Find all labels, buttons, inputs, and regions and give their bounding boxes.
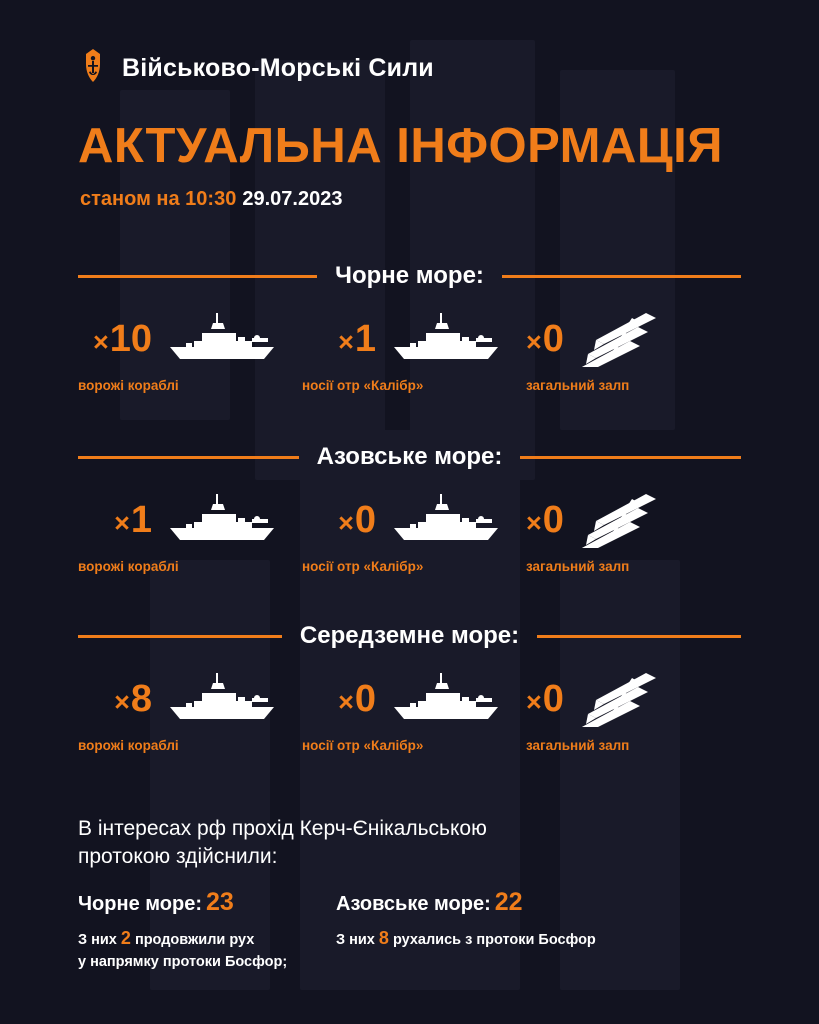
footer-intro bbox=[78, 815, 758, 872]
section-mediterranean-sea bbox=[0, 622, 819, 764]
stat-label: загальний залп bbox=[526, 559, 630, 574]
section-header bbox=[0, 443, 819, 471]
as-of-label: станом на 10:30 bbox=[80, 188, 237, 210]
section-title: Середземне море: bbox=[299, 622, 520, 649]
warship-icon bbox=[156, 667, 286, 732]
footer-detail-line2: у напрямку протоки Босфор; bbox=[78, 954, 288, 970]
page-title: АКТУАЛЬНА ІНФОРМАЦІЯ bbox=[78, 119, 724, 173]
stat-enemy-ships bbox=[78, 666, 293, 764]
warship-icon bbox=[380, 667, 510, 732]
stat-label: ворожі кораблі bbox=[78, 378, 179, 393]
multiplier-sign: × bbox=[338, 508, 354, 538]
background-shape bbox=[410, 40, 535, 480]
footer-column-detail bbox=[336, 925, 636, 952]
stat-value bbox=[78, 320, 152, 358]
brand-header bbox=[78, 48, 434, 88]
warship-icon bbox=[156, 488, 286, 553]
stat-number: 0 bbox=[354, 678, 376, 720]
footer-column-label: Азовське море: bbox=[336, 893, 491, 915]
stat-enemy-ships bbox=[78, 306, 293, 404]
footer-intro-line2: протокою здійснили: bbox=[78, 845, 278, 869]
missiles-icon bbox=[568, 667, 688, 732]
footer-detail-number: 8 bbox=[378, 928, 389, 948]
stat-label: загальний залп bbox=[526, 738, 630, 753]
footer-columns bbox=[78, 888, 758, 974]
section-stats bbox=[0, 487, 819, 585]
warship-icon bbox=[380, 488, 510, 553]
footer-detail-prefix: З них bbox=[78, 932, 117, 948]
stat-number: 0 bbox=[542, 318, 564, 360]
footer-column-label: Чорне море: bbox=[78, 893, 202, 915]
brand-title: Військово-Морські Сили bbox=[122, 53, 434, 82]
stat-label: ворожі кораблі bbox=[78, 738, 179, 753]
section-rule-left bbox=[78, 275, 317, 278]
multiplier-sign: × bbox=[526, 508, 542, 538]
multiplier-sign: × bbox=[338, 327, 354, 357]
multiplier-sign: × bbox=[338, 687, 354, 717]
footer-column-black-sea bbox=[78, 888, 336, 974]
stat-enemy-ships bbox=[78, 487, 293, 585]
stat-value bbox=[526, 320, 564, 358]
section-stats bbox=[0, 306, 819, 404]
section-rule-right bbox=[502, 275, 741, 278]
section-header bbox=[0, 622, 819, 650]
multiplier-sign: × bbox=[114, 508, 130, 538]
stat-label: загальний залп bbox=[526, 378, 630, 393]
multiplier-sign: × bbox=[526, 327, 542, 357]
multiplier-sign: × bbox=[526, 687, 542, 717]
stat-value bbox=[78, 680, 152, 718]
stat-number: 8 bbox=[130, 678, 152, 720]
stat-value bbox=[526, 680, 564, 718]
section-black-sea bbox=[0, 262, 819, 404]
section-rule-right bbox=[520, 456, 741, 459]
section-stats bbox=[0, 666, 819, 764]
footer-column-count: 23 bbox=[206, 888, 234, 916]
stat-label: ворожі кораблі bbox=[78, 559, 179, 574]
footer-detail-line1: рухались з протоки Босфор bbox=[392, 932, 596, 948]
footer-column-count: 22 bbox=[494, 888, 523, 916]
stat-number: 0 bbox=[542, 499, 564, 541]
section-title: Чорне море: bbox=[335, 262, 484, 289]
section-header bbox=[0, 262, 819, 290]
missiles-icon bbox=[568, 488, 688, 553]
footer-detail-prefix: З них bbox=[336, 932, 375, 948]
footer-column-title bbox=[336, 888, 636, 917]
section-rule-left bbox=[78, 456, 299, 459]
multiplier-sign: × bbox=[92, 327, 109, 357]
warship-icon bbox=[156, 307, 286, 372]
stat-total-salvo bbox=[526, 666, 741, 764]
stat-number: 1 bbox=[130, 499, 152, 541]
stat-value bbox=[302, 680, 376, 718]
stat-label: носії отр «Калібр» bbox=[302, 378, 424, 393]
footer-column-azov-sea bbox=[336, 888, 636, 974]
missiles-icon bbox=[568, 307, 688, 372]
multiplier-sign: × bbox=[114, 687, 130, 717]
stat-value bbox=[302, 501, 376, 539]
stat-total-salvo bbox=[526, 306, 741, 404]
section-rule-left bbox=[78, 635, 282, 638]
stat-kalibr-carriers bbox=[302, 306, 517, 404]
stat-number: 10 bbox=[109, 318, 152, 360]
section-title: Азовське море: bbox=[316, 443, 503, 470]
stat-number: 0 bbox=[542, 678, 564, 720]
section-azov-sea bbox=[0, 443, 819, 585]
stat-label: носії отр «Калібр» bbox=[302, 738, 424, 753]
stat-kalibr-carriers bbox=[302, 666, 517, 764]
footer-detail-number: 2 bbox=[120, 928, 131, 948]
stat-value bbox=[526, 501, 564, 539]
stat-kalibr-carriers bbox=[302, 487, 517, 585]
stat-value bbox=[78, 501, 152, 539]
stat-label: носії отр «Калібр» bbox=[302, 559, 424, 574]
footer-column-title bbox=[78, 888, 336, 917]
section-rule-right bbox=[537, 635, 741, 638]
footer-column-detail bbox=[78, 925, 336, 974]
footer-detail-line1: продовжили рух bbox=[134, 932, 255, 948]
stat-number: 0 bbox=[354, 499, 376, 541]
stat-value bbox=[302, 320, 376, 358]
anchor-emblem-icon bbox=[78, 48, 108, 88]
timestamp bbox=[80, 188, 342, 211]
as-of-date: 29.07.2023 bbox=[242, 188, 343, 210]
stat-number: 1 bbox=[354, 318, 376, 360]
warship-icon bbox=[380, 307, 510, 372]
stat-total-salvo bbox=[526, 487, 741, 585]
footer-intro-line1: В інтересах рф прохід Керч-Єнікальською bbox=[78, 817, 487, 840]
